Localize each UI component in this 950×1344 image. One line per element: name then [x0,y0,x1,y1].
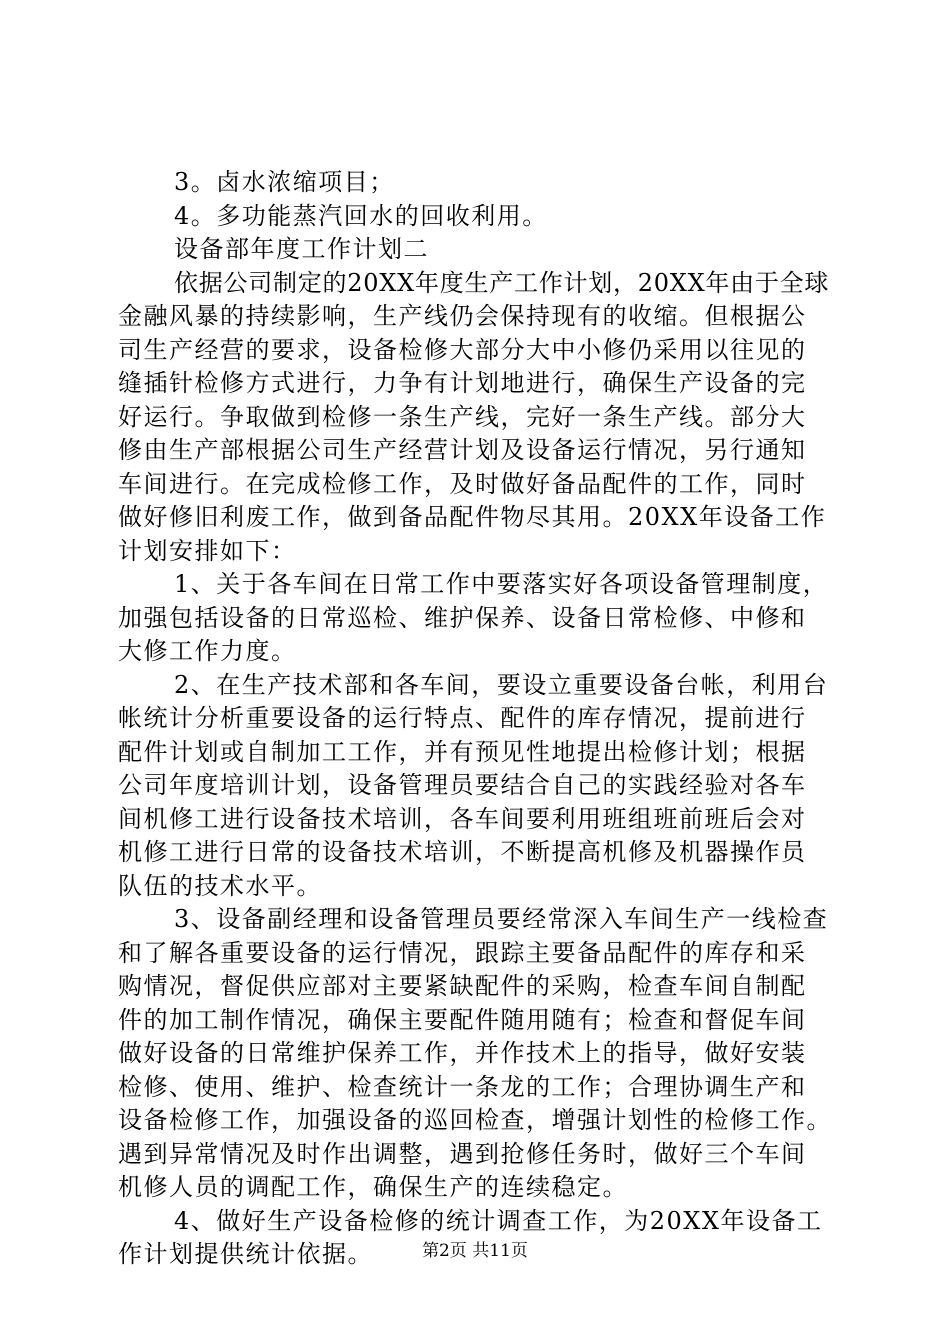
text-line: 3、设备副经理和设备管理员要经常深入车间生产一线检查 [174,905,829,933]
text-line: 缝插针检修方式进行，力争有计划地进行，确保生产设备的完 [118,369,807,397]
text-line: 做好设备的日常维护保养工作，并作技术上的指导，做好安装 [118,1039,807,1067]
text-line: 检修、使用、维护、检查统计一条龙的工作；合理协调生产和 [118,1072,807,1101]
text-line: 计划安排如下： [118,536,297,565]
text-line: 做好修旧利废工作，做到备品配件物尽其用。20XX年设备工作 [118,503,827,531]
text-line: 作计划提供统计依据。 [118,1240,373,1268]
text-line: 公司年度培训计划，设备管理员要结合自己的实践经验对各车 [118,771,807,799]
text-line: 件的加工制作情况，确保主要配件随用随有；检查和督促车间 [118,1005,807,1034]
document-body [118,166,834,1272]
text-line: 设备部年度工作计划二 [174,235,429,263]
text-line: 遇到异常情况及时作出调整，遇到抢修任务时，做好三个车间 [118,1139,807,1168]
text-line: 设备检修工作，加强设备的巡回检查，增强计划性的检修工作。 [118,1106,832,1134]
text-line: 4、做好生产设备检修的统计调查工作，为20XX年设备工 [174,1206,823,1235]
text-line: 机修工进行日常的设备技术培训，不断提高机修及机器操作员 [118,838,807,866]
text-line: 司生产经营的要求，设备检修大部分大中小修仍采用以往见的 [118,335,807,364]
text-line: 配件计划或自制加工工作，并有预见性地提出检修计划；根据 [118,737,807,766]
text-line: 加强包括设备的日常巡检、维护保养、设备日常检修、中修和 [118,603,807,632]
text-line: 3。卤水浓缩项目； [174,168,395,196]
text-line: 4。多功能蒸汽回水的回收利用。 [174,201,548,230]
text-line: 车间进行。在完成检修工作，及时做好备品配件的工作，同时 [118,469,807,498]
text-line: 修由生产部根据公司生产经营计划及设备运行情况，另行通知 [118,436,807,464]
text-line: 金融风暴的持续影响，生产线仍会保持现有的收缩。但根据公 [118,302,807,330]
text-line: 和了解各重要设备的运行情况，跟踪主要备品配件的库存和采 [118,938,807,967]
text-line: 1、关于各车间在日常工作中要落实好各项设备管理制度， [174,570,829,598]
text-line: 依据公司制定的20XX年度生产工作计划，20XX年由于全球 [174,268,830,297]
text-line: 间机修工进行设备技术培训，各车间要利用班组班前班后会对 [118,804,807,833]
text-line: 大修工作力度。 [118,637,297,665]
text-line: 帐统计分析重要设备的运行特点、配件的库存情况，提前进行 [118,704,807,732]
page-footer: 第2页 共11页 [422,1241,528,1261]
text-line: 机修人员的调配工作，确保生产的连续稳定。 [118,1173,628,1201]
text-line: 好运行。争取做到检修一条生产线，完好一条生产线。部分大 [118,402,807,431]
text-line: 购情况，督促供应部对主要紧缺配件的采购，检查车间自制配 [118,972,807,1000]
text-line: 队伍的技术水平。 [118,871,322,900]
text-line: 2、在生产技术部和各车间，要设立重要设备台帐，利用台 [174,670,829,699]
